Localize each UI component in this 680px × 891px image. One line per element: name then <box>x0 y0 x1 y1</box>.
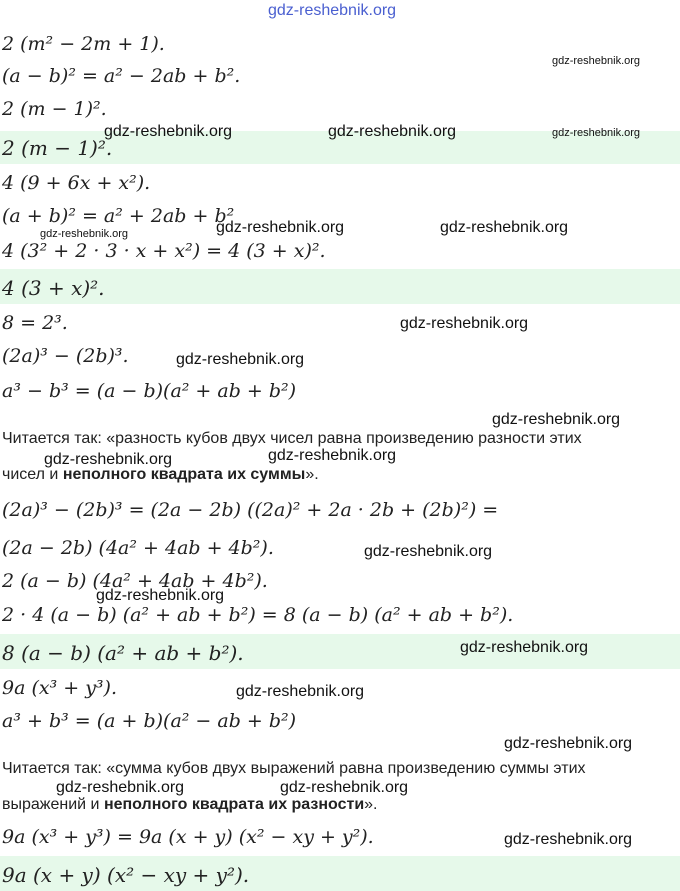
explanation-text: чисел и неполного квадрата их суммы». <box>2 466 319 483</box>
math-line: 2 · 4 (a − b) (a² + ab + b²) = 8 (a − b) (a² + ab + b²). <box>2 604 514 626</box>
watermark-text: gdz-reshebnik.org <box>44 451 173 468</box>
math-line: 8 = 2³. <box>2 312 68 334</box>
watermark-text: gdz-reshebnik.org <box>440 219 569 236</box>
explanation-text: Читается так: «разность кубов двух чисел равна произведению разности этих <box>2 430 582 447</box>
explanation-text: выражений и неполного квадрата их разности». <box>2 796 378 813</box>
watermark-text: gdz-reshebnik.org <box>504 831 633 848</box>
answer-line: 8 (a − b) (a² + ab + b²). <box>2 641 244 665</box>
math-line: (2a − 2b) (4a² + 4ab + 4b²). <box>2 537 274 559</box>
watermark-text: gdz-reshebnik.org <box>96 587 225 604</box>
watermark-text: gdz-reshebnik.org <box>460 639 589 656</box>
watermark-text: gdz-reshebnik.org <box>400 315 529 332</box>
math-line: 2 (m − 1)². <box>2 98 107 120</box>
math-line: 4 (3² + 2 · 3 · x + x²) = 4 (3 + x)². <box>2 240 326 262</box>
watermark-text: gdz-reshebnik.org <box>216 219 345 236</box>
math-line: 9a (x³ + y³). <box>2 677 118 699</box>
watermark-text: gdz-reshebnik.org <box>268 447 397 464</box>
explanation-text: Читается так: «сумма кубов двух выражений равна произведению суммы этих <box>2 760 586 777</box>
watermark-text: gdz-reshebnik.org <box>552 127 641 139</box>
watermark-text: gdz-reshebnik.org <box>236 683 365 700</box>
math-line: (2a)³ − (2b)³. <box>2 345 129 367</box>
math-line: a³ + b³ = (a + b)(a² − ab + b²) <box>2 710 297 732</box>
answer-line: 9a (x + y) (x² − xy + y²). <box>2 863 250 887</box>
math-line: 9a (x³ + y³) = 9a (x + y) (x² − xy + y²). <box>2 826 374 848</box>
answer-line: 4 (3 + x)². <box>2 276 105 300</box>
math-line: (a − b)² = a² − 2ab + b². <box>2 65 241 87</box>
math-line: 2 (a − b) (4a² + 4ab + 4b²). <box>2 570 268 592</box>
answer-line: 2 (m − 1)². <box>2 136 113 160</box>
watermark-text: gdz-reshebnik.org <box>176 351 305 368</box>
watermark-text: gdz-reshebnik.org <box>104 123 233 140</box>
math-line: 4 (9 + 6x + x²). <box>2 172 151 194</box>
watermark-text: gdz-reshebnik.org <box>280 779 409 796</box>
watermark-text: gdz-reshebnik.org <box>56 779 185 796</box>
watermark-text: gdz-reshebnik.org <box>492 411 621 428</box>
watermark-text: gdz-reshebnik.org <box>328 123 457 140</box>
watermark-text: gdz-reshebnik.org <box>552 55 641 67</box>
watermark-text: gdz-reshebnik.org <box>268 2 397 19</box>
watermark-text: gdz-reshebnik.org <box>364 543 493 560</box>
watermark-text: gdz-reshebnik.org <box>40 228 129 240</box>
math-line: a³ − b³ = (a − b)(a² + ab + b²) <box>2 380 297 402</box>
math-line: 2 (m² − 2m + 1). <box>2 33 165 55</box>
math-line: (2a)³ − (2b)³ = (2a − 2b) ((2a)² + 2a · 2b + (2b)²) = <box>2 499 499 521</box>
math-line: (a + b)² = a² + 2ab + b² <box>2 205 235 227</box>
watermark-text: gdz-reshebnik.org <box>504 735 633 752</box>
